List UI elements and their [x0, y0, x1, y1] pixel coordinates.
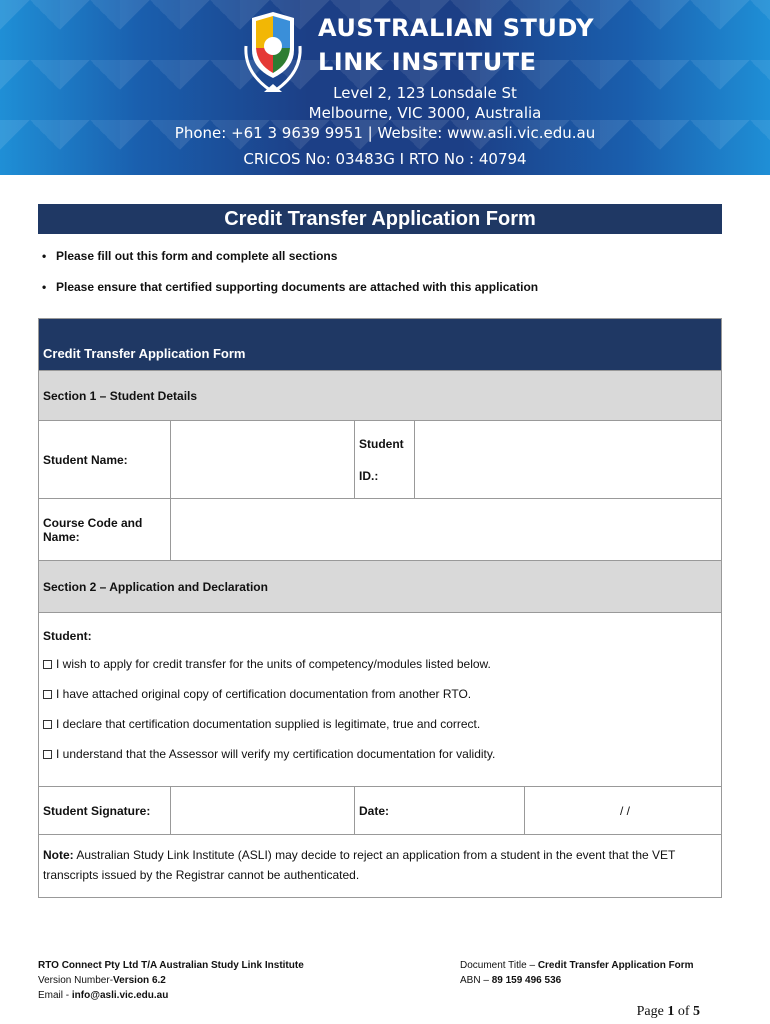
student-id-field[interactable]	[415, 421, 721, 498]
checkbox-icon[interactable]	[43, 690, 52, 699]
page-number: Page 1 of 5	[636, 1004, 700, 1019]
footer-org: RTO Connect Pty Ltd T/A Australian Study Link Institute	[38, 960, 304, 971]
instruction-item: • Please ensure that certified supporting documents are attached with this application	[40, 279, 720, 310]
note-text: Australian Study Link Institute (ASLI) may decide to reject an application from a student in the event that the VET transcripts issued by the Registrar cannot be authenticated.	[43, 848, 676, 882]
course-field[interactable]	[171, 499, 721, 560]
contact-line: Phone: +61 3 9639 9951 | Website: www.asli.vic.edu.au	[174, 124, 596, 142]
signature-label: Student Signature:	[39, 787, 171, 834]
address-line-1: Level 2, 123 Lonsdale St	[333, 84, 517, 102]
note-block	[39, 835, 721, 897]
checkbox-icon[interactable]	[43, 720, 52, 729]
student-id-label-line-2: ID.:	[359, 468, 379, 483]
footer-version: Version Number-Version 6.2	[38, 975, 166, 986]
instructions-list	[40, 248, 720, 310]
form-table-header: Credit Transfer Application Form	[39, 319, 721, 371]
instruction-item: • Please fill out this form and complete all sections	[40, 248, 720, 279]
footer-email: Email - info@asli.vic.edu.au	[38, 990, 169, 1001]
brand-name-line-1: AUSTRALIAN STUDY	[318, 14, 594, 42]
cricos-line: CRICOS No: 03483G I RTO No : 40794	[243, 150, 527, 168]
student-id-label	[355, 421, 415, 498]
student-heading: Student:	[43, 629, 92, 643]
student-id-label-line-1: Student	[359, 436, 404, 451]
application-form-table	[38, 318, 722, 898]
checkbox-icon[interactable]	[43, 750, 52, 759]
student-details-row	[39, 421, 721, 499]
header-banner	[0, 0, 770, 175]
declaration-item[interactable]: I wish to apply for credit transfer for the units of competency/modules listed below.	[43, 657, 717, 671]
student-name-field[interactable]	[171, 421, 355, 498]
course-label: Course Code and Name:	[39, 499, 171, 560]
section-1-heading: Section 1 – Student Details	[39, 371, 721, 421]
student-name-label: Student Name:	[39, 421, 171, 498]
declaration-item[interactable]: I have attached original copy of certification documentation from another RTO.	[43, 687, 717, 701]
brand-name-line-2: LINK INSTITUTE	[318, 48, 537, 76]
declaration-item[interactable]: I declare that certification documentation supplied is legitimate, true and correct.	[43, 717, 717, 731]
footer-right	[460, 958, 694, 988]
checkbox-icon[interactable]	[43, 660, 52, 669]
footer-left	[38, 958, 304, 1003]
signature-field[interactable]	[171, 787, 355, 834]
signature-row	[39, 787, 721, 835]
course-row	[39, 499, 721, 561]
form-title: Credit Transfer Application Form	[38, 204, 722, 234]
section-2-heading: Section 2 – Application and Declaration	[39, 561, 721, 613]
note-label: Note:	[43, 848, 74, 862]
address-line-2: Melbourne, VIC 3000, Australia	[308, 104, 542, 122]
footer-abn: ABN – 89 159 496 536	[460, 975, 562, 986]
footer-doc-title: Document Title – Credit Transfer Application Form	[460, 960, 694, 971]
declaration-block	[39, 613, 721, 787]
date-label: Date:	[355, 787, 525, 834]
declaration-item[interactable]: I understand that the Assessor will verify my certification documentation for validity.	[43, 747, 717, 761]
date-field[interactable]: / /	[619, 803, 630, 818]
